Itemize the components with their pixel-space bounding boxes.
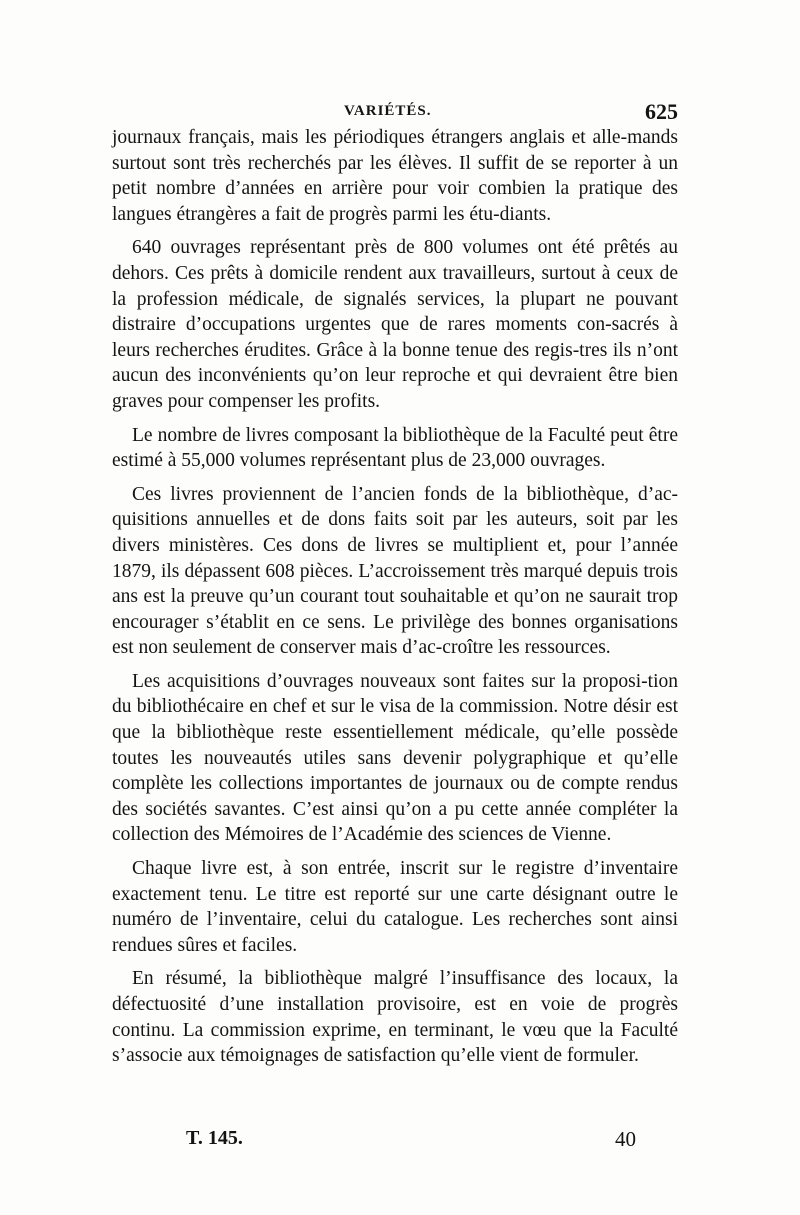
paragraph-acquisitions: Les acquisitions d’ouvrages nouveaux sont faites sur la proposi-tion du bibliothécaire en chef et sur le visa de la commission. Notre désir est que la bibliothèque reste essentiellement médicale, qu’elle possède toutes les nouveautés utiles sans devenir polygraphique et qu’elle complète les collections importantes de journaux ou de compte rendus des sociétés savantes. C’est ainsi qu’on a pu cette année compléter la collection des Mémoires de l’Académie des sciences de Vienne.	[112, 670, 678, 846]
body-text	[112, 125, 678, 1077]
paragraph-periodicals: journaux français, mais les périodiques étrangers anglais et alle-mands surtout sont très recherchés par les élèves. Il suffit de se reporter à un petit nombre d’années en arrière pour voir combien la pratique des langues étrangères a fait de progrès parmi les étu-diants.	[112, 127, 678, 225]
paragraph-summary: En résumé, la bibliothèque malgré l’insuffisance des locaux, la défectuosité d’une installation provisoire, est en voie de progrès continu. La commission exprime, en terminant, le vœu que la Faculté s’associe aux témoignages de satisfaction qu’elle vient de formuler.	[112, 968, 678, 1067]
paragraph-book-count: Le nombre de livres composant la bibliothèque de la Faculté peut être estimé à 55,000 volumes représentant plus de 23,000 ouvrages.	[112, 424, 678, 472]
page-number: 625	[645, 99, 678, 124]
paragraph-loans: 640 ouvrages représentant près de 800 volumes ont été prêtés au dehors. Ces prêts à domicile rendent aux travailleurs, surtout à ceux de la profession médicale, de signalés services, la plupart ne pouvant distraire d’occupations urgentes que de rares moments con-sacrés à leurs recherches érudites. Grâce à la bonne tenue des regis-tres ils n’ont aucun des inconvénients qu’on leur reproche et qui devraient être bien graves pour compenser les profits.	[112, 237, 678, 412]
sheet-number: 40	[615, 1127, 636, 1151]
paragraph-inventory: Chaque livre est, à son entrée, inscrit sur le registre d’inventaire exactement tenu. Le titre est reporté sur une carte désignant outre le numéro de l’inventaire, celui du catalogue. Les recherches sont ainsi rendues sûres et faciles.	[112, 858, 678, 956]
volume-signature: T. 145.	[186, 1127, 243, 1149]
footer-signature-line	[186, 1127, 636, 1157]
paragraph-provenance: Ces livres proviennent de l’ancien fonds de la bibliothèque, d’ac-quisitions annuelles et de dons faits soit par les auteurs, soit par les divers ministères. Ces dons de livres se multiplient et, pour l’année 1879, ils dépassent 608 pièces. L’accroissement très marqué depuis trois ans est la preuve qu’un courant tout souhaitable et qu’on ne saurait trop encourager s’établit en ce sens. Le privilège des bonnes organisations est non seulement de conserver mais d’ac-croître les ressources.	[112, 483, 678, 659]
running-title: VARIÉTÉS.	[344, 103, 432, 119]
